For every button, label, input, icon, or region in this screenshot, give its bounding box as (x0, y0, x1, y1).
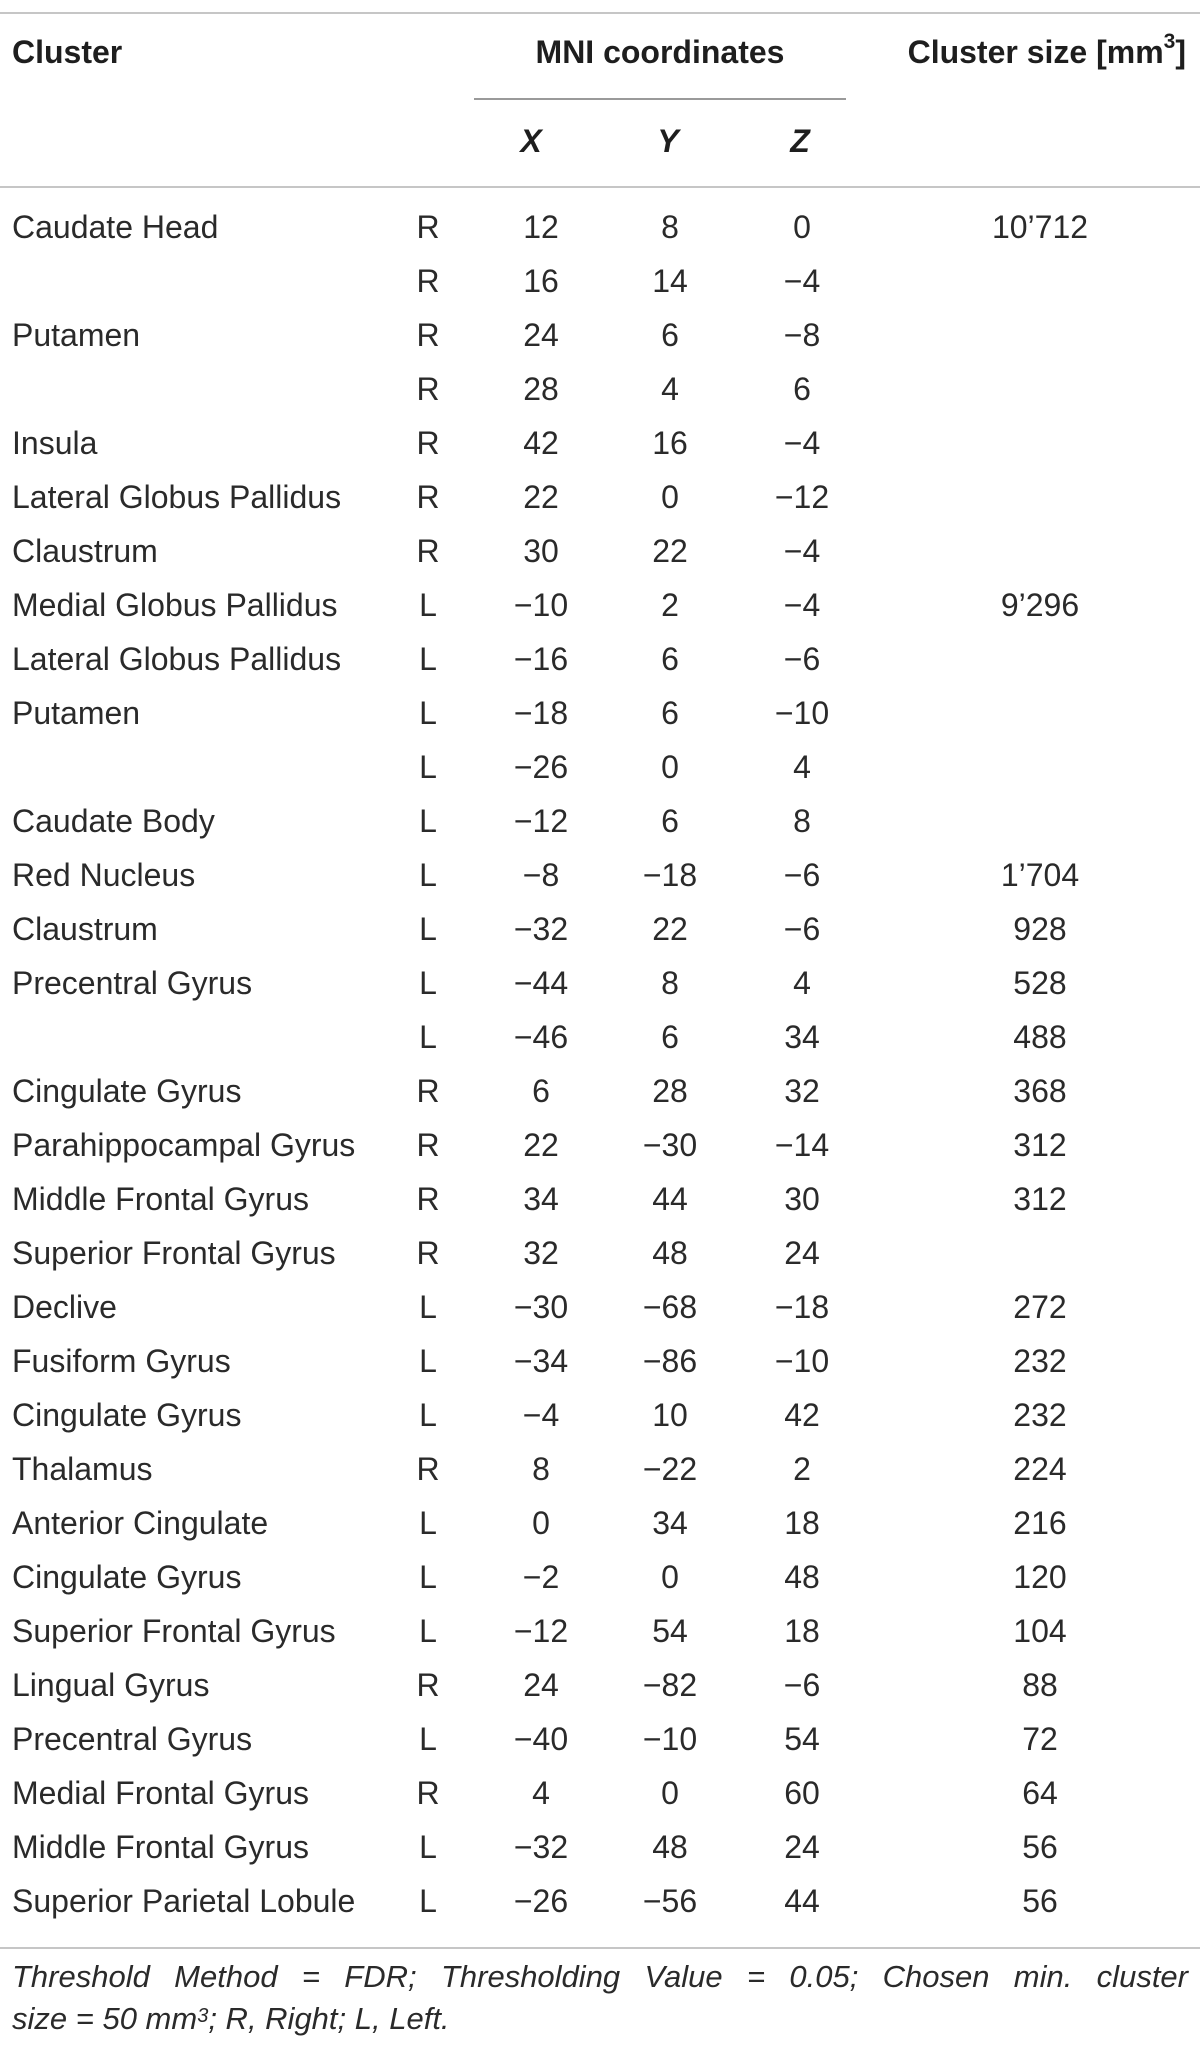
cell-hemisphere: L (419, 965, 437, 1001)
cell-x: −16 (513, 641, 569, 677)
cell-z: −4 (783, 533, 821, 569)
table-row (0, 416, 1200, 470)
cell-y: 6 (661, 317, 679, 353)
cell-hemisphere: R (416, 425, 440, 461)
cell-region: Anterior Cingulate (12, 1505, 269, 1541)
table-row (0, 1334, 1200, 1388)
cell-x: −44 (513, 965, 569, 1001)
cell-hemisphere: L (419, 1019, 437, 1055)
cell-y: 0 (661, 1775, 679, 1811)
cell-hemisphere: L (419, 857, 437, 893)
cell-z: 60 (784, 1775, 820, 1811)
table-row (0, 470, 1200, 524)
cell-z: 6 (793, 371, 811, 407)
cell-x: 4 (532, 1775, 550, 1811)
cell-hemisphere: L (419, 749, 437, 785)
cell-region: Cingulate Gyrus (12, 1397, 242, 1433)
table-row (0, 1118, 1200, 1172)
cell-z: 24 (784, 1235, 820, 1271)
cell-hemisphere: R (416, 317, 440, 353)
cell-x: 28 (523, 371, 559, 407)
cell-hemisphere: L (419, 911, 437, 947)
header-cluster: Cluster (12, 34, 123, 70)
cell-x: 24 (523, 1667, 559, 1703)
cell-hemisphere: R (416, 1451, 440, 1487)
table-row (0, 1388, 1200, 1442)
cell-hemisphere: L (419, 1613, 437, 1649)
cell-x: 24 (523, 317, 559, 353)
cell-y: −56 (642, 1883, 698, 1919)
cell-z: −14 (774, 1127, 830, 1163)
cell-hemisphere: L (419, 1829, 437, 1865)
cell-z: 48 (784, 1559, 820, 1595)
cell-hemisphere: R (416, 1181, 440, 1217)
cell-region: Lingual Gyrus (12, 1667, 210, 1703)
cell-y: 48 (652, 1235, 688, 1271)
cell-region: Insula (12, 425, 98, 461)
cell-hemisphere: R (416, 1775, 440, 1811)
cell-hemisphere: L (419, 803, 437, 839)
cell-cluster-size: 120 (1013, 1559, 1067, 1595)
cell-region: Cingulate Gyrus (12, 1073, 242, 1109)
cell-hemisphere: L (419, 587, 437, 623)
cell-x: −8 (522, 857, 560, 893)
cell-x: −46 (513, 1019, 569, 1055)
cell-cluster-size: 56 (1022, 1829, 1058, 1865)
cell-x: 8 (532, 1451, 550, 1487)
cell-z: −8 (783, 317, 821, 353)
cell-cluster-size: 272 (1013, 1289, 1067, 1325)
table-row (0, 362, 1200, 416)
footnote-superscript: 3 (197, 2005, 209, 2027)
cell-z: −18 (774, 1289, 830, 1325)
cell-y: 16 (652, 425, 688, 461)
cell-cluster-size: 72 (1022, 1721, 1058, 1757)
footnote-size-prefix: size = 50 mm (12, 2001, 198, 2036)
table-row (0, 1496, 1200, 1550)
cell-region: Superior Frontal Gyrus (12, 1235, 336, 1271)
cell-y: 4 (661, 371, 679, 407)
cell-hemisphere: L (419, 1721, 437, 1757)
table-row (0, 1442, 1200, 1496)
cell-x: −18 (513, 695, 569, 731)
cell-region: Claustrum (12, 533, 158, 569)
cell-y: 22 (652, 533, 688, 569)
cell-y: 48 (652, 1829, 688, 1865)
cell-y: 0 (661, 1559, 679, 1595)
table-row (0, 902, 1200, 956)
table-row (0, 200, 1200, 254)
cell-z: −6 (783, 1667, 821, 1703)
cell-region: Caudate Head (12, 209, 219, 245)
table-row (0, 1550, 1200, 1604)
cell-region: Parahippocampal Gyrus (12, 1127, 356, 1163)
cell-region: Superior Parietal Lobule (12, 1883, 356, 1919)
cell-z: 44 (784, 1883, 820, 1919)
bottom-rule (0, 1947, 1200, 1949)
cell-hemisphere: L (419, 695, 437, 731)
cell-y: −18 (642, 857, 698, 893)
cell-y: −22 (642, 1451, 698, 1487)
cell-y: 6 (661, 1019, 679, 1055)
table-row (0, 740, 1200, 794)
table-row (0, 1820, 1200, 1874)
cell-hemisphere: L (419, 1883, 437, 1919)
cell-cluster-size: 232 (1013, 1343, 1067, 1379)
cell-x: 16 (523, 263, 559, 299)
cell-cluster-size: 224 (1013, 1451, 1067, 1487)
table-row (0, 1064, 1200, 1118)
cell-x: −34 (513, 1343, 569, 1379)
cell-x: −26 (513, 749, 569, 785)
cell-region: Medial Globus Pallidus (12, 587, 338, 623)
cell-region: Claustrum (12, 911, 158, 947)
cell-z: −4 (783, 263, 821, 299)
cell-y: 8 (661, 209, 679, 245)
cell-hemisphere: L (419, 641, 437, 677)
cell-region: Precentral Gyrus (12, 1721, 253, 1757)
cell-x: −10 (513, 587, 569, 623)
cell-region: Middle Frontal Gyrus (12, 1829, 309, 1865)
table-row (0, 794, 1200, 848)
cell-y: 6 (661, 695, 679, 731)
cell-hemisphere: L (419, 1343, 437, 1379)
table-row (0, 956, 1200, 1010)
cell-region: Lateral Globus Pallidus (12, 479, 342, 515)
table-row (0, 1172, 1200, 1226)
table-row (0, 1712, 1200, 1766)
cell-cluster-size: 216 (1013, 1505, 1067, 1541)
cell-y: 22 (652, 911, 688, 947)
cell-z: 24 (784, 1829, 820, 1865)
cell-cluster-size: 312 (1013, 1127, 1067, 1163)
cell-hemisphere: R (416, 371, 440, 407)
cell-x: 0 (532, 1505, 550, 1541)
header-size-superscript: 3 (1163, 30, 1176, 53)
cell-z: −6 (783, 857, 821, 893)
cell-x: 12 (523, 209, 559, 245)
cell-cluster-size: 312 (1013, 1181, 1067, 1217)
cell-region: Medial Frontal Gyrus (12, 1775, 309, 1811)
cell-cluster-size: 104 (1013, 1613, 1067, 1649)
cell-hemisphere: R (416, 1073, 440, 1109)
cell-y: 44 (652, 1181, 688, 1217)
cell-y: 8 (661, 965, 679, 1001)
table-body (0, 200, 1200, 1928)
header-mni-coordinates: MNI coordinates (535, 34, 785, 70)
cell-region: Precentral Gyrus (12, 965, 253, 1001)
table-row (0, 1226, 1200, 1280)
cell-y: 6 (661, 641, 679, 677)
cell-region: Red Nucleus (12, 857, 196, 893)
cell-cluster-size: 368 (1013, 1073, 1067, 1109)
table-row (0, 1658, 1200, 1712)
cell-y: 10 (652, 1397, 688, 1433)
cell-x: −4 (522, 1397, 560, 1433)
cell-region: Superior Frontal Gyrus (12, 1613, 336, 1649)
cell-x: −2 (522, 1559, 560, 1595)
cell-cluster-size: 56 (1022, 1883, 1058, 1919)
cell-z: 8 (793, 803, 811, 839)
cell-hemisphere: R (416, 263, 440, 299)
cell-y: 2 (661, 587, 679, 623)
cell-hemisphere: R (416, 533, 440, 569)
cell-hemisphere: L (419, 1505, 437, 1541)
table-row (0, 254, 1200, 308)
table-row (0, 524, 1200, 578)
cell-z: −10 (774, 1343, 830, 1379)
cell-x: 32 (523, 1235, 559, 1271)
cell-z: 4 (793, 749, 811, 785)
cell-x: −40 (513, 1721, 569, 1757)
cell-hemisphere: L (419, 1559, 437, 1595)
cell-region: Putamen (12, 317, 141, 353)
cell-y: −30 (642, 1127, 698, 1163)
cell-y: 28 (652, 1073, 688, 1109)
cell-z: −10 (774, 695, 830, 731)
table-row (0, 1010, 1200, 1064)
cell-y: 14 (652, 263, 688, 299)
cell-z: 34 (784, 1019, 820, 1055)
cell-x: −32 (513, 1829, 569, 1865)
cell-x: 22 (523, 1127, 559, 1163)
cell-y: −68 (642, 1289, 698, 1325)
cell-z: 18 (784, 1505, 820, 1541)
cell-cluster-size: 928 (1013, 911, 1067, 947)
header-rule (0, 186, 1200, 188)
cell-cluster-size: 64 (1022, 1775, 1058, 1811)
cell-region: Lateral Globus Pallidus (12, 641, 342, 677)
cell-region: Thalamus (12, 1451, 153, 1487)
table-row (0, 1766, 1200, 1820)
cell-z: −6 (783, 911, 821, 947)
cell-z: −12 (774, 479, 830, 515)
cell-z: 4 (793, 965, 811, 1001)
cell-cluster-size: 9’296 (1000, 587, 1080, 623)
header-size-prefix: Cluster size [mm (907, 34, 1164, 70)
table-row (0, 1874, 1200, 1928)
cell-y: 34 (652, 1505, 688, 1541)
table-row (0, 1604, 1200, 1658)
table-row (0, 308, 1200, 362)
header-z: Z (790, 123, 810, 159)
cell-cluster-size: 10’712 (991, 209, 1089, 245)
table-row (0, 686, 1200, 740)
table-row (0, 1280, 1200, 1334)
cell-cluster-size: 488 (1013, 1019, 1067, 1055)
header-cluster-size (907, 30, 1186, 71)
cell-y: −86 (642, 1343, 698, 1379)
cell-hemisphere: R (416, 1667, 440, 1703)
cell-cluster-size: 88 (1022, 1667, 1058, 1703)
cell-y: 54 (652, 1613, 688, 1649)
cell-hemisphere: R (416, 1235, 440, 1271)
cell-x: −12 (513, 803, 569, 839)
cell-z: 54 (784, 1721, 820, 1757)
cell-region: Cingulate Gyrus (12, 1559, 242, 1595)
cell-x: 22 (523, 479, 559, 515)
cell-hemisphere: L (419, 1289, 437, 1325)
table-footnote (12, 1956, 1188, 2040)
top-rule (0, 12, 1200, 14)
cell-z: 18 (784, 1613, 820, 1649)
cell-region: Middle Frontal Gyrus (12, 1181, 309, 1217)
cell-region: Fusiform Gyrus (12, 1343, 231, 1379)
cell-x: −30 (513, 1289, 569, 1325)
footnote-line-2 (12, 1998, 1188, 2040)
mni-subheader-rule (474, 98, 846, 100)
table-row (0, 578, 1200, 632)
cell-x: 34 (523, 1181, 559, 1217)
cell-x: 6 (532, 1073, 550, 1109)
cell-hemisphere: R (416, 209, 440, 245)
cell-y: −10 (642, 1721, 698, 1757)
table-row (0, 632, 1200, 686)
cell-y: 6 (661, 803, 679, 839)
cell-hemisphere: R (416, 479, 440, 515)
header-y: Y (657, 123, 679, 159)
cell-z: 2 (793, 1451, 811, 1487)
footnote-size-suffix: ; R, Right; L, Left. (208, 2001, 450, 2036)
footnote-line-1: Threshold Method = FDR; Thresholding Value = 0.05; Chosen min. cluster (12, 1959, 1188, 1994)
cell-y: 0 (661, 479, 679, 515)
cell-x: −32 (513, 911, 569, 947)
cell-z: 30 (784, 1181, 820, 1217)
cell-y: 0 (661, 749, 679, 785)
cell-x: 42 (523, 425, 559, 461)
cell-x: 30 (523, 533, 559, 569)
cell-z: −6 (783, 641, 821, 677)
cell-region: Putamen (12, 695, 141, 731)
cell-z: 32 (784, 1073, 820, 1109)
cell-cluster-size: 528 (1013, 965, 1067, 1001)
cell-region: Declive (12, 1289, 117, 1325)
cell-hemisphere: L (419, 1397, 437, 1433)
cell-x: −26 (513, 1883, 569, 1919)
cell-region: Caudate Body (12, 803, 215, 839)
cell-cluster-size: 1’704 (1000, 857, 1080, 893)
header-size-suffix: ] (1175, 34, 1186, 70)
cell-z: −4 (783, 425, 821, 461)
cell-y: −82 (642, 1667, 698, 1703)
cell-z: 42 (784, 1397, 820, 1433)
cell-cluster-size: 232 (1013, 1397, 1067, 1433)
header-x: X (520, 123, 542, 159)
table-row (0, 848, 1200, 902)
cell-z: −4 (783, 587, 821, 623)
cell-x: −12 (513, 1613, 569, 1649)
cell-hemisphere: R (416, 1127, 440, 1163)
cell-z: 0 (793, 209, 811, 245)
